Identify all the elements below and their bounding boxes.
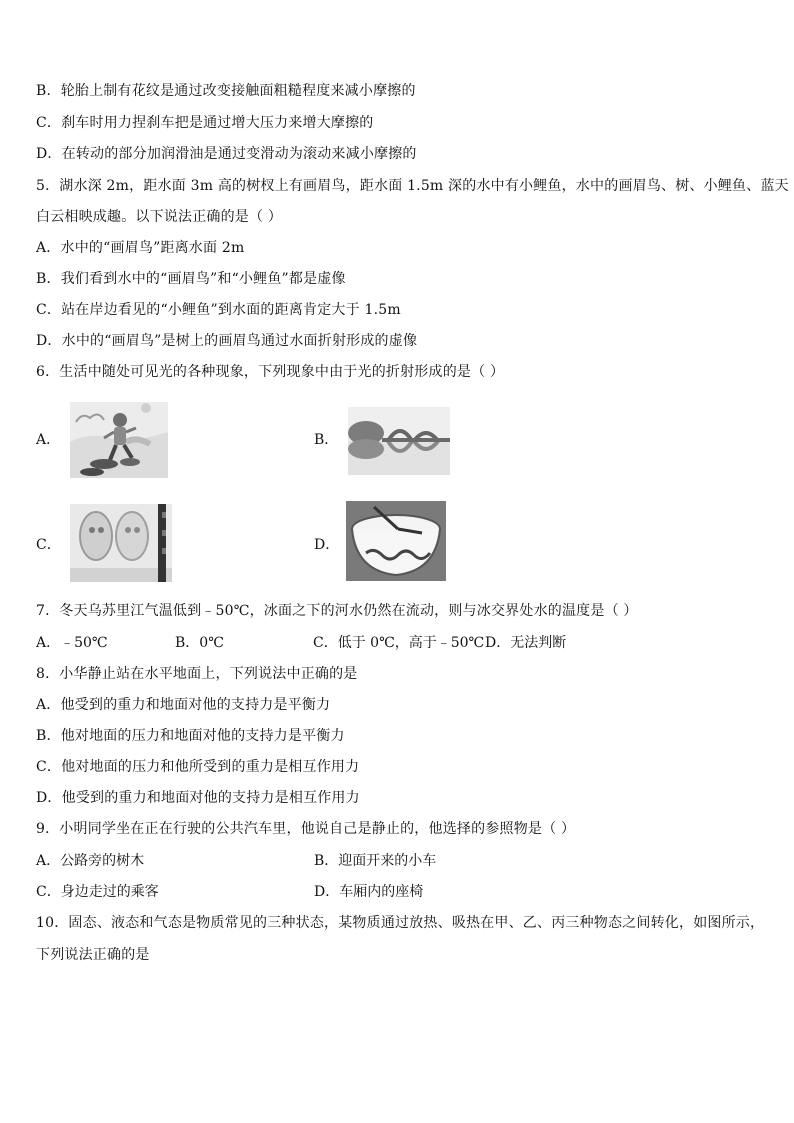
q6-option-a-label: A．: [36, 432, 61, 448]
q4-option-c: C．刹车时用力捏刹车把是通过增大压力来增大摩擦的: [36, 115, 374, 131]
q9-option-c: C．身边走过的乘客: [36, 884, 159, 900]
q9-options-row1: [36, 850, 764, 872]
shadow-figures-picture: [70, 504, 172, 582]
q9-option-d: D．车厢内的座椅: [314, 884, 424, 900]
chopstick-in-bowl-picture: [346, 501, 446, 581]
q7-option-c: C．低于 0℃，高于﹣50℃: [313, 635, 485, 651]
q6-option-d-label: D．: [314, 537, 340, 553]
q5-stem-line2: 白云相映成趣。以下说法正确的是（ ）: [36, 209, 283, 225]
q4-option-b: B．轮胎上制有花纹是通过改变接触面粗糙程度来减小摩擦的: [36, 83, 416, 99]
q7-option-a: A．﹣50℃: [36, 635, 108, 651]
q8-option-b: B．他对地面的压力和地面对他的支持力是平衡力: [36, 728, 345, 744]
bridge-reflection-picture: [348, 407, 450, 475]
q5-option-d: D．水中的“画眉鸟”是树上的画眉鸟通过水面折射形成的虚像: [36, 333, 418, 349]
q6-option-c-label: C．: [36, 537, 61, 553]
q5-option-b: B．我们看到水中的“画眉鸟”和“小鲤鱼”都是虚像: [36, 271, 346, 287]
q7-option-b: B．0℃: [175, 635, 224, 651]
q8-option-a: A．他受到的重力和地面对他的支持力是平衡力: [36, 697, 331, 713]
q7-options: [36, 632, 764, 654]
q9-stem: 9．小明同学坐在正在行驶的公共汽车里，他说自己是静止的，他选择的参照物是（ ）: [36, 821, 576, 837]
q9-option-b: B．迎面开来的小车: [314, 853, 437, 869]
q9-options-row2: [36, 881, 764, 903]
q7-option-d: D．无法判断: [485, 635, 567, 651]
q5-stem-line1: 5．湖水深 2m，距水面 3m 高的树杈上有画眉鸟，距水面 1.5m 深的水中有小鲤鱼，水中的画眉鸟、树、小鲤鱼、蓝天: [36, 178, 789, 194]
boy-stepping-stones-picture: [70, 402, 168, 478]
q5-option-c: C．站在岸边看见的“小鲤鱼”到水面的距离肯定大于 1.5m: [36, 302, 401, 318]
q10-stem-line1: 10．固态、液态和气态是物质常见的三种状态，某物质通过放热、吸热在甲、乙、丙三种物态之间转化，如图所示，: [36, 915, 765, 931]
q4-option-d: D．在转动的部分加润滑油是通过变滑动为滚动来减小摩擦的: [36, 146, 417, 162]
q6-stem: 6．生活中随处可见光的各种现象，下列现象中由于光的折射形成的是（ ）: [36, 364, 505, 380]
q7-stem: 7．冬天乌苏里江气温低到﹣50℃，冰面之下的河水仍然在流动，则与冰交界处水的温度是（ ）: [36, 603, 638, 619]
q9-option-a: A．公路旁的树木: [36, 853, 145, 869]
q6-option-b-label: B．: [314, 432, 339, 448]
q8-option-d: D．他受到的重力和地面对他的支持力是相互作用力: [36, 790, 360, 806]
q10-stem-line2: 下列说法正确的是: [36, 947, 150, 963]
q5-option-a: A．水中的“画眉鸟”距离水面 2m: [36, 240, 245, 256]
q8-option-c: C．他对地面的压力和他所受到的重力是相互作用力: [36, 759, 360, 775]
q8-stem: 8．小华静止站在水平地面上，下列说法中正确的是: [36, 666, 358, 682]
